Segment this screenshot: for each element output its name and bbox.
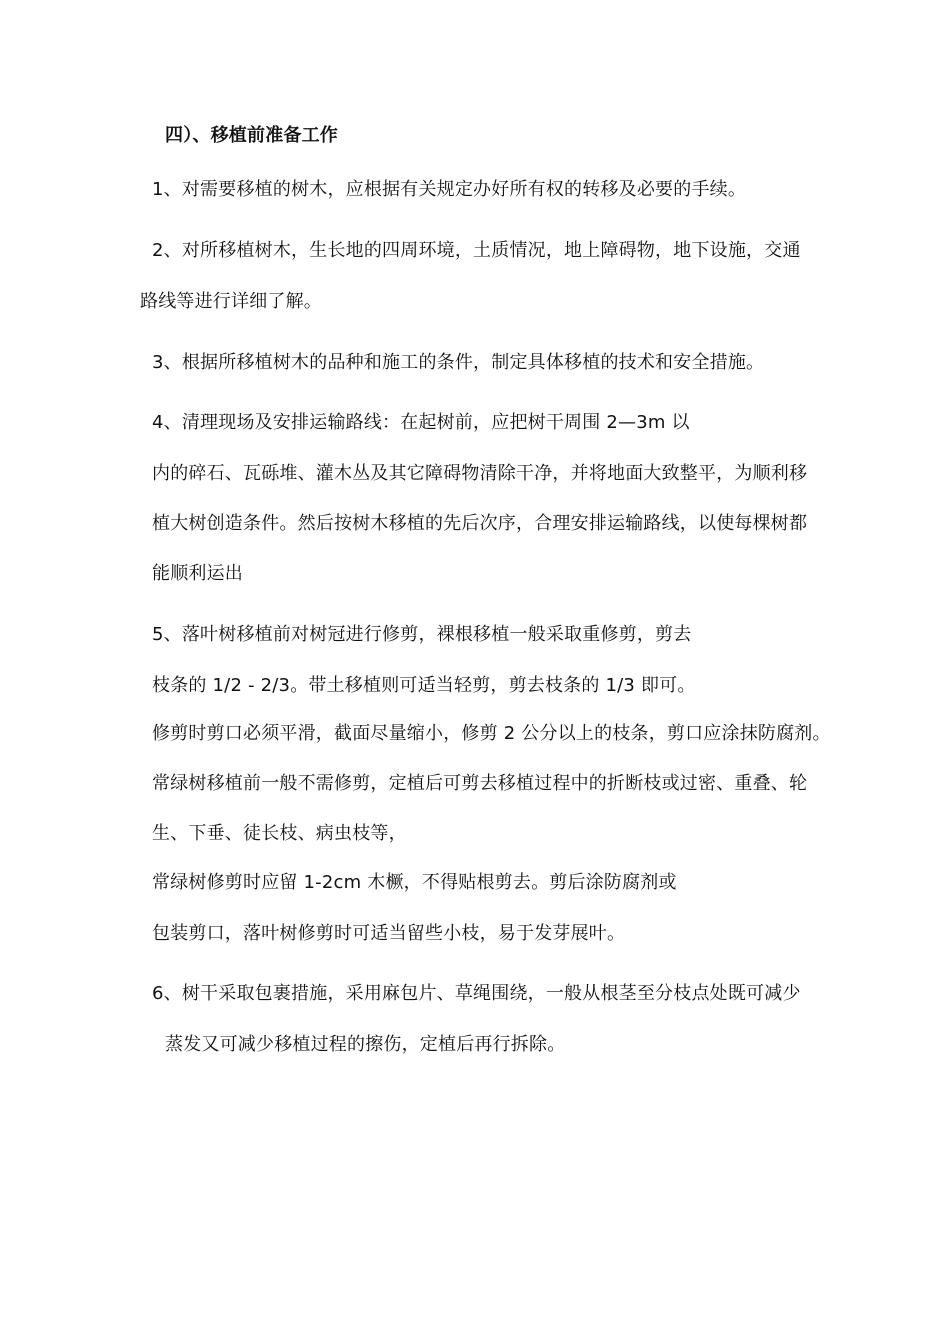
paragraph-5-line-2: 枝条的 1/2 - 2/3。带土移植则可适当轻剪，剪去枝条的 1/3 即可。 [152,675,696,696]
paragraph-5-line-5: 生、下垂、徒长枝、病虫枝等， [152,823,407,844]
paragraph-1: 1、对需要移植的树木，应根据有关规定办好所有权的转移及必要的手续。 [152,179,747,200]
paragraph-5-line-7: 包装剪口，落叶树修剪时可适当留些小枝，易于发芽展叶。 [152,923,626,944]
paragraph-4-line-3: 植大树创造条件。然后按树木移植的先后次序，合理安排运输路线，以使每棵树都 [152,513,808,534]
paragraph-5-line-3: 修剪时剪口必须平滑，截面尽量缩小，修剪 2 公分以上的枝条，剪口应涂抹防腐剂。 [152,723,831,744]
paragraph-4-line-2: 内的碎石、瓦砾堆、灌木丛及其它障碍物清除干净，并将地面大致整平，为顺利移 [152,463,808,484]
paragraph-3: 3、根据所移植树木的品种和施工的条件，制定具体移植的技术和安全措施。 [152,352,765,373]
section-heading: 四）、移植前准备工作 [165,125,338,146]
paragraph-4-line-1: 4、清理现场及安排运输路线：在起树前，应把树干周围 2—3m 以 [152,412,690,433]
paragraph-2-line-1: 2、对所移植树木，生长地的四周环境，土质情况，地上障碍物，地下设施，交通 [152,240,801,261]
paragraph-5-line-4: 常绿树移植前一般不需修剪，定植后可剪去移植过程中的折断枝或过密、重叠、轮 [152,773,808,794]
paragraph-5-line-1: 5、落叶树移植前对树冠进行修剪，裸根移植一般采取重修剪，剪去 [152,624,692,645]
paragraph-5-line-6: 常绿树修剪时应留 1-2cm 木橛，不得贴根剪去。剪后涂防腐剂或 [152,872,677,893]
paragraph-6-line-2: 蒸发又可减少移植过程的擦伤，定植后再行拆除。 [165,1034,566,1055]
paragraph-6-line-1: 6、树干采取包裹措施，采用麻包片、草绳围绕，一般从根茎至分枝点处既可减少 [152,983,801,1004]
paragraph-4-line-4: 能顺利运出 [152,563,243,584]
paragraph-2-line-2: 路线等进行详细了解。 [140,291,322,312]
